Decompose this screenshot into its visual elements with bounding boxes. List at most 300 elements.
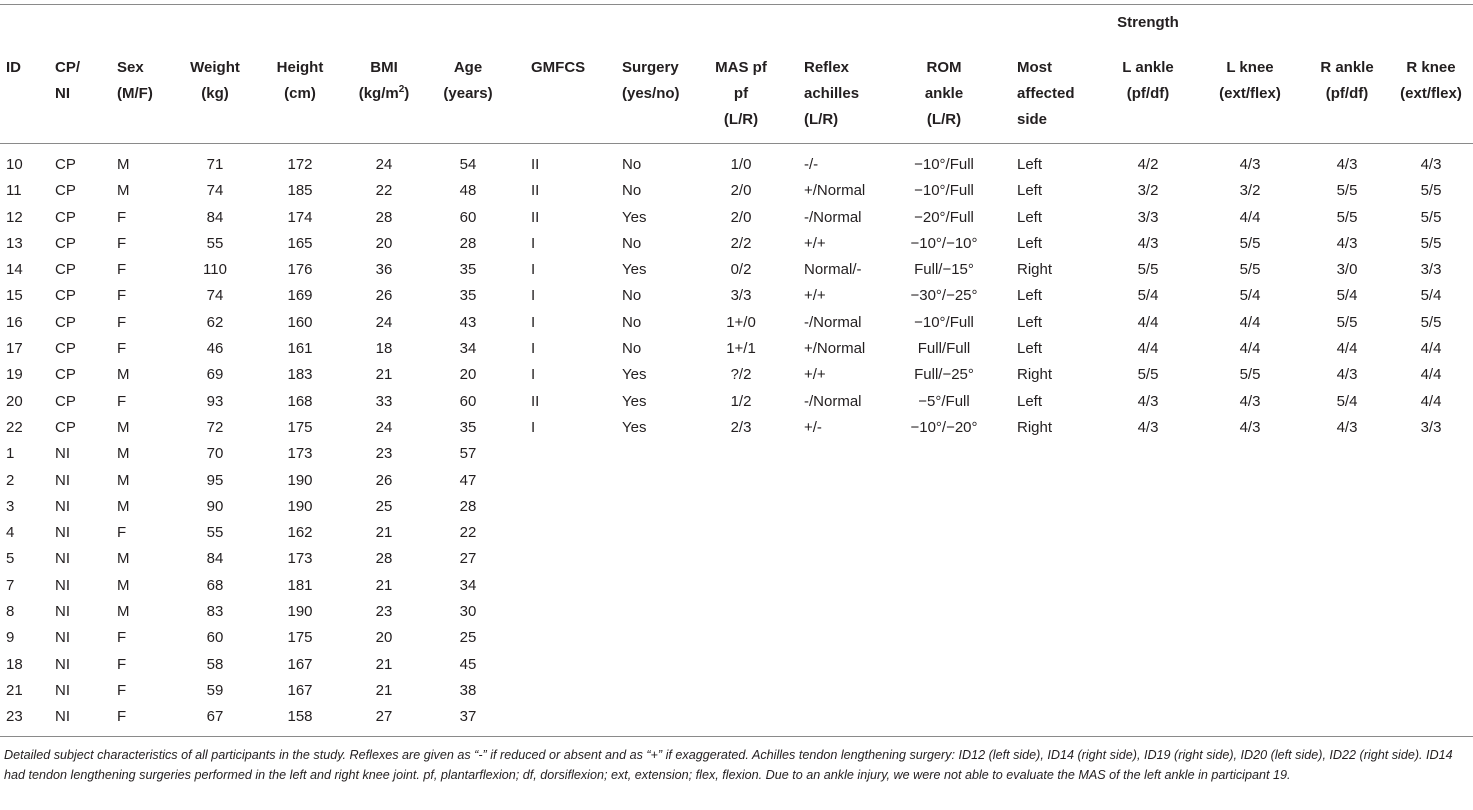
table-cell: 37 bbox=[459, 708, 477, 726]
table-cell: 72 bbox=[206, 418, 224, 436]
table-cell: 24 bbox=[375, 418, 393, 436]
table-cell: 110 bbox=[203, 261, 227, 279]
table-cell: Left bbox=[1017, 156, 1043, 173]
table-cell: 30 bbox=[459, 603, 477, 621]
table-cell: 5/5 bbox=[1239, 261, 1261, 279]
table-cell: 59 bbox=[206, 681, 224, 699]
top-rule bbox=[0, 4, 1473, 5]
table-cell: 3/3 bbox=[1420, 418, 1442, 436]
table-cell: Left bbox=[1017, 340, 1043, 358]
table-cell: M bbox=[117, 445, 130, 463]
table-cell: 60 bbox=[459, 208, 477, 226]
table-row bbox=[0, 704, 1473, 730]
table-cell: 5/5 bbox=[1336, 313, 1358, 331]
column-header: L ankle (pf/df) bbox=[1122, 59, 1174, 102]
table-cell: 4/3 bbox=[1336, 366, 1358, 384]
table-cell: 5/5 bbox=[1420, 234, 1442, 252]
table-cell: 34 bbox=[459, 576, 477, 594]
table-cell: 2/0 bbox=[730, 182, 752, 200]
table-cell: Yes bbox=[622, 208, 647, 226]
table-cell: 84 bbox=[206, 208, 224, 226]
table-cell: Yes bbox=[622, 261, 647, 279]
table-cell: 35 bbox=[459, 261, 477, 279]
table-cell: 4/3 bbox=[1137, 392, 1159, 410]
table-cell: 27 bbox=[459, 550, 477, 568]
table-cell: 5/4 bbox=[1420, 287, 1442, 305]
table-row bbox=[0, 599, 1473, 625]
table-cell: 23 bbox=[375, 603, 393, 621]
table-row bbox=[0, 336, 1473, 362]
table-cell: F bbox=[117, 708, 127, 726]
table-cell: 10 bbox=[6, 156, 23, 173]
table-cell: Left bbox=[1017, 234, 1043, 252]
table-cell: F bbox=[117, 313, 127, 331]
table-cell: −10°/−20° bbox=[910, 418, 978, 436]
column-header: ID bbox=[6, 59, 21, 76]
table-cell: 24 bbox=[375, 313, 393, 331]
table-cell: 24 bbox=[375, 156, 393, 173]
table-cell: 48 bbox=[459, 182, 477, 200]
column-header: CP/ NI bbox=[55, 59, 81, 102]
table-cell: Right bbox=[1017, 366, 1053, 384]
table-cell: M bbox=[117, 471, 130, 489]
table-body bbox=[0, 152, 1473, 731]
table-cell: 2 bbox=[6, 471, 15, 489]
column-header: R ankle (pf/df) bbox=[1320, 59, 1374, 102]
table-cell: 3/3 bbox=[1420, 261, 1442, 279]
table-cell: 161 bbox=[287, 340, 313, 358]
table-cell: No bbox=[622, 234, 642, 252]
table-cell: 8 bbox=[6, 603, 15, 621]
table-cell: +/+ bbox=[804, 234, 826, 252]
table-row bbox=[0, 178, 1473, 204]
table-cell: 3/3 bbox=[1137, 208, 1159, 226]
table-cell: 176 bbox=[287, 261, 313, 279]
table-cell: 21 bbox=[6, 681, 23, 699]
table-cell: 28 bbox=[375, 208, 393, 226]
table-cell: 93 bbox=[206, 392, 224, 410]
table-cell: 4/3 bbox=[1420, 156, 1442, 173]
table-cell: −10°/Full bbox=[914, 313, 974, 331]
table-cell: I bbox=[531, 287, 536, 305]
table-cell: 181 bbox=[287, 576, 313, 594]
table-cell: NI bbox=[55, 708, 70, 726]
table-cell: -/Normal bbox=[804, 313, 862, 331]
table-cell: 69 bbox=[206, 366, 224, 384]
table-cell: Right bbox=[1017, 418, 1053, 436]
table-cell: 46 bbox=[206, 340, 224, 358]
table-row bbox=[0, 415, 1473, 441]
table-cell: M bbox=[117, 576, 130, 594]
column-header: Weight (kg) bbox=[190, 59, 240, 102]
table-cell: Left bbox=[1017, 392, 1043, 410]
table-cell: 2/2 bbox=[730, 234, 752, 252]
table-cell: I bbox=[531, 313, 536, 331]
table-cell: 16 bbox=[6, 313, 23, 331]
table-cell: 38 bbox=[459, 681, 477, 699]
table-cell: 25 bbox=[375, 497, 393, 515]
table-cell: II bbox=[531, 208, 540, 226]
table-cell: 20 bbox=[459, 366, 477, 384]
table-cell: NI bbox=[55, 524, 70, 542]
table-row bbox=[0, 283, 1473, 309]
table-cell: −5°/Full bbox=[918, 392, 970, 410]
table-cell: 167 bbox=[287, 681, 313, 699]
table-cell: Normal/- bbox=[804, 261, 862, 279]
table-cell: 4/4 bbox=[1239, 340, 1261, 358]
table-cell: 71 bbox=[206, 156, 224, 173]
table-cell: +/+ bbox=[804, 287, 826, 305]
table-cell: ?/2 bbox=[730, 366, 752, 384]
table-cell: 18 bbox=[375, 340, 393, 358]
table-cell: 67 bbox=[206, 708, 224, 726]
table-cell: 168 bbox=[287, 392, 313, 410]
table-cell: 1+/0 bbox=[726, 313, 756, 331]
table-cell: 1 bbox=[6, 445, 15, 463]
table-cell: 19 bbox=[6, 366, 23, 384]
table-cell: 3/2 bbox=[1239, 182, 1261, 200]
table-cell: 1/0 bbox=[730, 156, 752, 173]
table-row bbox=[0, 205, 1473, 231]
table-row bbox=[0, 494, 1473, 520]
table-cell: -/- bbox=[804, 156, 819, 173]
table-cell: 15 bbox=[6, 287, 23, 305]
table-cell: CP bbox=[55, 208, 76, 226]
table-cell: 4/3 bbox=[1137, 418, 1159, 436]
table-cell: M bbox=[117, 550, 130, 568]
table-cell: 34 bbox=[459, 340, 477, 358]
table-cell: 5/5 bbox=[1137, 261, 1159, 279]
table-cell: 4/3 bbox=[1239, 418, 1261, 436]
table-cell: +/Normal bbox=[804, 340, 866, 358]
table-cell: 173 bbox=[287, 445, 313, 463]
table-cell: -/Normal bbox=[804, 208, 862, 226]
table-cell: −30°/−25° bbox=[910, 287, 978, 305]
table-cell: M bbox=[117, 156, 130, 173]
table-cell: I bbox=[531, 261, 536, 279]
table-cell: 162 bbox=[287, 524, 313, 542]
table-cell: 172 bbox=[287, 156, 313, 173]
table-cell: 5/5 bbox=[1137, 366, 1159, 384]
table-cell: F bbox=[117, 287, 127, 305]
table-cell: 160 bbox=[287, 313, 313, 331]
table-cell: Left bbox=[1017, 313, 1043, 331]
table-cell: F bbox=[117, 261, 127, 279]
table-cell: 20 bbox=[375, 234, 393, 252]
table-cell: 190 bbox=[287, 471, 313, 489]
table-cell: I bbox=[531, 234, 536, 252]
table-cell: 28 bbox=[459, 234, 477, 252]
table-cell: M bbox=[117, 366, 130, 384]
table-cell: 23 bbox=[375, 445, 393, 463]
table-cell: 57 bbox=[459, 445, 477, 463]
column-header: BMI $(kg/m^2)$ bbox=[358, 59, 410, 102]
table-cell: 20 bbox=[6, 392, 23, 410]
table-cell: Yes bbox=[622, 418, 647, 436]
table-cell: 5/5 bbox=[1239, 366, 1261, 384]
table-cell: 190 bbox=[287, 603, 313, 621]
table-cell: −10°/Full bbox=[914, 182, 974, 200]
table-cell: 25 bbox=[459, 629, 477, 647]
table-footnote: Detailed subject characteristics of all participants in the study. Reflexes are given as “-” if reduced or absent and as “+” if exaggerated. Achilles tendon lengthening surgery: ID12 (left side), ID14 (right side), ID19 (right side), ID20 (left side), ID22 (right side). ID14 had tendon lengthening surgeries performed in the left and right knee joint. pf, plantarflexion; df, dorsiflexion; ext, extension; flex, flexion. Due to an ankle injury, we were not able to evaluate the MAS of the left ankle in participant 19. bbox=[4, 748, 1453, 782]
table-row bbox=[0, 231, 1473, 257]
table-cell: NI bbox=[55, 655, 70, 673]
table-row bbox=[0, 362, 1473, 388]
table-cell: 35 bbox=[459, 287, 477, 305]
table-cell: 90 bbox=[206, 497, 224, 515]
table-cell: 2/0 bbox=[730, 208, 752, 226]
table-cell: 4 bbox=[6, 524, 15, 542]
table-cell: No bbox=[622, 340, 642, 358]
table-cell: 33 bbox=[375, 392, 393, 410]
table-cell: 70 bbox=[206, 445, 224, 463]
table-cell: 4/4 bbox=[1336, 340, 1358, 358]
table-cell: M bbox=[117, 418, 130, 436]
table-cell: 35 bbox=[459, 418, 477, 436]
table-cell: Full/−25° bbox=[914, 366, 974, 384]
table-cell: 7 bbox=[6, 576, 15, 594]
table-cell: 5/5 bbox=[1420, 208, 1442, 226]
table-cell: 14 bbox=[6, 261, 23, 279]
table-cell: 5/5 bbox=[1336, 182, 1358, 200]
table-row bbox=[0, 652, 1473, 678]
table-cell: CP bbox=[55, 313, 76, 331]
table-cell: CP bbox=[55, 156, 76, 173]
table-cell: No bbox=[622, 182, 642, 200]
table-cell: Left bbox=[1017, 208, 1043, 226]
table-cell: 74 bbox=[206, 287, 224, 305]
table-cell: 60 bbox=[459, 392, 477, 410]
table-cell: +/Normal bbox=[804, 182, 866, 200]
column-header: L knee (ext/flex) bbox=[1219, 59, 1281, 102]
table-cell: 54 bbox=[459, 156, 477, 173]
table-row bbox=[0, 389, 1473, 415]
table-cell: 21 bbox=[375, 655, 393, 673]
table-cell: 62 bbox=[206, 313, 224, 331]
table-row bbox=[0, 625, 1473, 651]
table-cell: 3/2 bbox=[1137, 182, 1159, 200]
table-cell: 5 bbox=[6, 550, 15, 568]
table-cell: CP bbox=[55, 392, 76, 410]
table-cell: 74 bbox=[206, 182, 224, 200]
table-cell: 173 bbox=[287, 550, 313, 568]
table-cell: 95 bbox=[206, 471, 224, 489]
table-cell: 55 bbox=[206, 234, 224, 252]
table-cell: 5/5 bbox=[1420, 313, 1442, 331]
table-cell: -/Normal bbox=[804, 392, 862, 410]
table-cell: CP bbox=[55, 182, 76, 200]
table-cell: I bbox=[531, 340, 536, 358]
table-cell: 26 bbox=[375, 471, 393, 489]
table-cell: 13 bbox=[6, 234, 23, 252]
table-cell: F bbox=[117, 208, 127, 226]
table-cell: 9 bbox=[6, 629, 15, 647]
table-cell: 22 bbox=[6, 418, 23, 436]
table-cell: 4/3 bbox=[1336, 156, 1358, 173]
table-cell: CP bbox=[55, 287, 76, 305]
column-header: Age (years) bbox=[443, 59, 493, 102]
table-cell: 68 bbox=[206, 576, 224, 594]
table-cell: 5/4 bbox=[1239, 287, 1261, 305]
table-cell: 4/3 bbox=[1336, 418, 1358, 436]
table-cell: −10°/−10° bbox=[910, 234, 978, 252]
table-row bbox=[0, 520, 1473, 546]
table-cell: NI bbox=[55, 497, 70, 515]
table-cell: 0/2 bbox=[730, 261, 752, 279]
table-cell: F bbox=[117, 524, 127, 542]
table-cell: F bbox=[117, 340, 127, 358]
table-cell: 3/0 bbox=[1336, 261, 1358, 279]
table-cell: No bbox=[622, 156, 642, 173]
table-cell: 175 bbox=[287, 629, 313, 647]
table-cell: 169 bbox=[287, 287, 313, 305]
table-cell: 3 bbox=[6, 497, 15, 515]
table-cell: CP bbox=[55, 418, 76, 436]
table-cell: +/- bbox=[804, 418, 822, 436]
table-cell: 190 bbox=[287, 497, 313, 515]
table-cell: 1/2 bbox=[730, 392, 752, 410]
column-header: MAS pf pf (L/R) bbox=[715, 59, 767, 128]
table-row bbox=[0, 546, 1473, 572]
table-cell: 185 bbox=[287, 182, 313, 200]
table-cell: 4/4 bbox=[1420, 392, 1442, 410]
table-cell: −10°/Full bbox=[914, 156, 974, 173]
table-cell: Right bbox=[1017, 261, 1053, 279]
table-cell: NI bbox=[55, 445, 70, 463]
table-cell: 4/4 bbox=[1420, 366, 1442, 384]
table-cell: CP bbox=[55, 234, 76, 252]
table-cell: 28 bbox=[459, 497, 477, 515]
table-cell: F bbox=[117, 655, 127, 673]
column-header: R knee (ext/flex) bbox=[1400, 59, 1462, 102]
table-row bbox=[0, 468, 1473, 494]
table-cell: 28 bbox=[375, 550, 393, 568]
table-cell: 4/3 bbox=[1239, 392, 1261, 410]
table-cell: II bbox=[531, 156, 540, 173]
table-row bbox=[0, 310, 1473, 336]
table-cell: 5/4 bbox=[1137, 287, 1159, 305]
table-cell: 12 bbox=[6, 208, 23, 226]
strength-group-header: Strength bbox=[1117, 14, 1179, 31]
table-cell: F bbox=[117, 392, 127, 410]
table-cell: 4/4 bbox=[1420, 340, 1442, 358]
column-header: Height (cm) bbox=[276, 59, 324, 102]
table-row bbox=[0, 152, 1473, 178]
column-header: ROM ankle (L/R) bbox=[924, 59, 964, 128]
table-cell: F bbox=[117, 234, 127, 252]
table-cell: CP bbox=[55, 366, 76, 384]
table-cell: 167 bbox=[287, 655, 313, 673]
table-cell: I bbox=[531, 418, 536, 436]
table-cell: 5/4 bbox=[1336, 287, 1358, 305]
table-cell: 5/5 bbox=[1336, 208, 1358, 226]
table-row bbox=[0, 573, 1473, 599]
table-cell: 4/3 bbox=[1239, 156, 1261, 173]
table-cell: 36 bbox=[375, 261, 393, 279]
table-cell: 45 bbox=[459, 655, 477, 673]
table-cell: 26 bbox=[375, 287, 393, 305]
table-cell: NI bbox=[55, 603, 70, 621]
table-cell: 5/4 bbox=[1336, 392, 1358, 410]
table-cell: 17 bbox=[6, 340, 23, 358]
table-cell: 21 bbox=[375, 681, 393, 699]
table-cell: 18 bbox=[6, 655, 23, 673]
table-cell: 2/3 bbox=[730, 418, 752, 436]
table-cell: NI bbox=[55, 576, 70, 594]
table-cell: −20°/Full bbox=[914, 208, 974, 226]
table-cell: 183 bbox=[287, 366, 313, 384]
table-cell: M bbox=[117, 497, 130, 515]
table-cell: 4/4 bbox=[1239, 313, 1261, 331]
table-cell: II bbox=[531, 182, 540, 200]
table-cell: NI bbox=[55, 681, 70, 699]
table-cell: 4/3 bbox=[1336, 234, 1358, 252]
table-row bbox=[0, 257, 1473, 283]
table-cell: Yes bbox=[622, 392, 647, 410]
column-header: Surgery (yes/no) bbox=[622, 59, 680, 102]
table-row bbox=[0, 678, 1473, 704]
table-cell: NI bbox=[55, 629, 70, 647]
table-cell: 47 bbox=[459, 471, 477, 489]
table-cell: Yes bbox=[622, 366, 647, 384]
table-cell: 4/4 bbox=[1137, 313, 1159, 331]
table-cell: 165 bbox=[287, 234, 313, 252]
table-cell: 58 bbox=[206, 655, 224, 673]
table-cell: M bbox=[117, 182, 130, 200]
table-row bbox=[0, 441, 1473, 467]
bottom-rule bbox=[0, 736, 1473, 737]
table-cell: 5/5 bbox=[1420, 182, 1442, 200]
table-cell: Left bbox=[1017, 182, 1043, 200]
table-cell: 3/3 bbox=[730, 287, 752, 305]
table-cell: 83 bbox=[206, 603, 224, 621]
table-cell: NI bbox=[55, 471, 70, 489]
table-cell: 158 bbox=[287, 708, 313, 726]
table-cell: +/+ bbox=[804, 366, 826, 384]
table-cell: 4/2 bbox=[1137, 156, 1159, 173]
table-cell: 21 bbox=[375, 576, 393, 594]
table-cell: 1+/1 bbox=[726, 340, 756, 358]
column-header: Sex (M/F) bbox=[117, 59, 153, 102]
table-cell: No bbox=[622, 313, 642, 331]
table-cell: Left bbox=[1017, 287, 1043, 305]
table-cell: 60 bbox=[206, 629, 224, 647]
table-cell: 21 bbox=[375, 524, 393, 542]
table-cell: NI bbox=[55, 550, 70, 568]
table-cell: I bbox=[531, 366, 536, 384]
table-cell: 84 bbox=[206, 550, 224, 568]
column-header: Most affected side bbox=[1017, 59, 1075, 128]
table-cell: 174 bbox=[287, 208, 313, 226]
table-cell: M bbox=[117, 603, 130, 621]
table-cell: 4/4 bbox=[1239, 208, 1261, 226]
table-cell: 22 bbox=[459, 524, 477, 542]
table-cell: F bbox=[117, 629, 127, 647]
table-cell: F bbox=[117, 681, 127, 699]
table-cell: CP bbox=[55, 340, 76, 358]
table-cell: 23 bbox=[6, 708, 23, 726]
table-cell: 5/5 bbox=[1239, 234, 1261, 252]
table-cell: No bbox=[622, 287, 642, 305]
table-cell: Full/Full bbox=[917, 340, 971, 358]
table-cell: Full/−15° bbox=[914, 261, 974, 279]
table-cell: 175 bbox=[287, 418, 313, 436]
table-cell: 22 bbox=[375, 182, 393, 200]
header-rule bbox=[0, 143, 1473, 144]
table-cell: 4/4 bbox=[1137, 340, 1159, 358]
table-cell: 11 bbox=[6, 182, 22, 200]
column-header: GMFCS bbox=[531, 59, 586, 76]
